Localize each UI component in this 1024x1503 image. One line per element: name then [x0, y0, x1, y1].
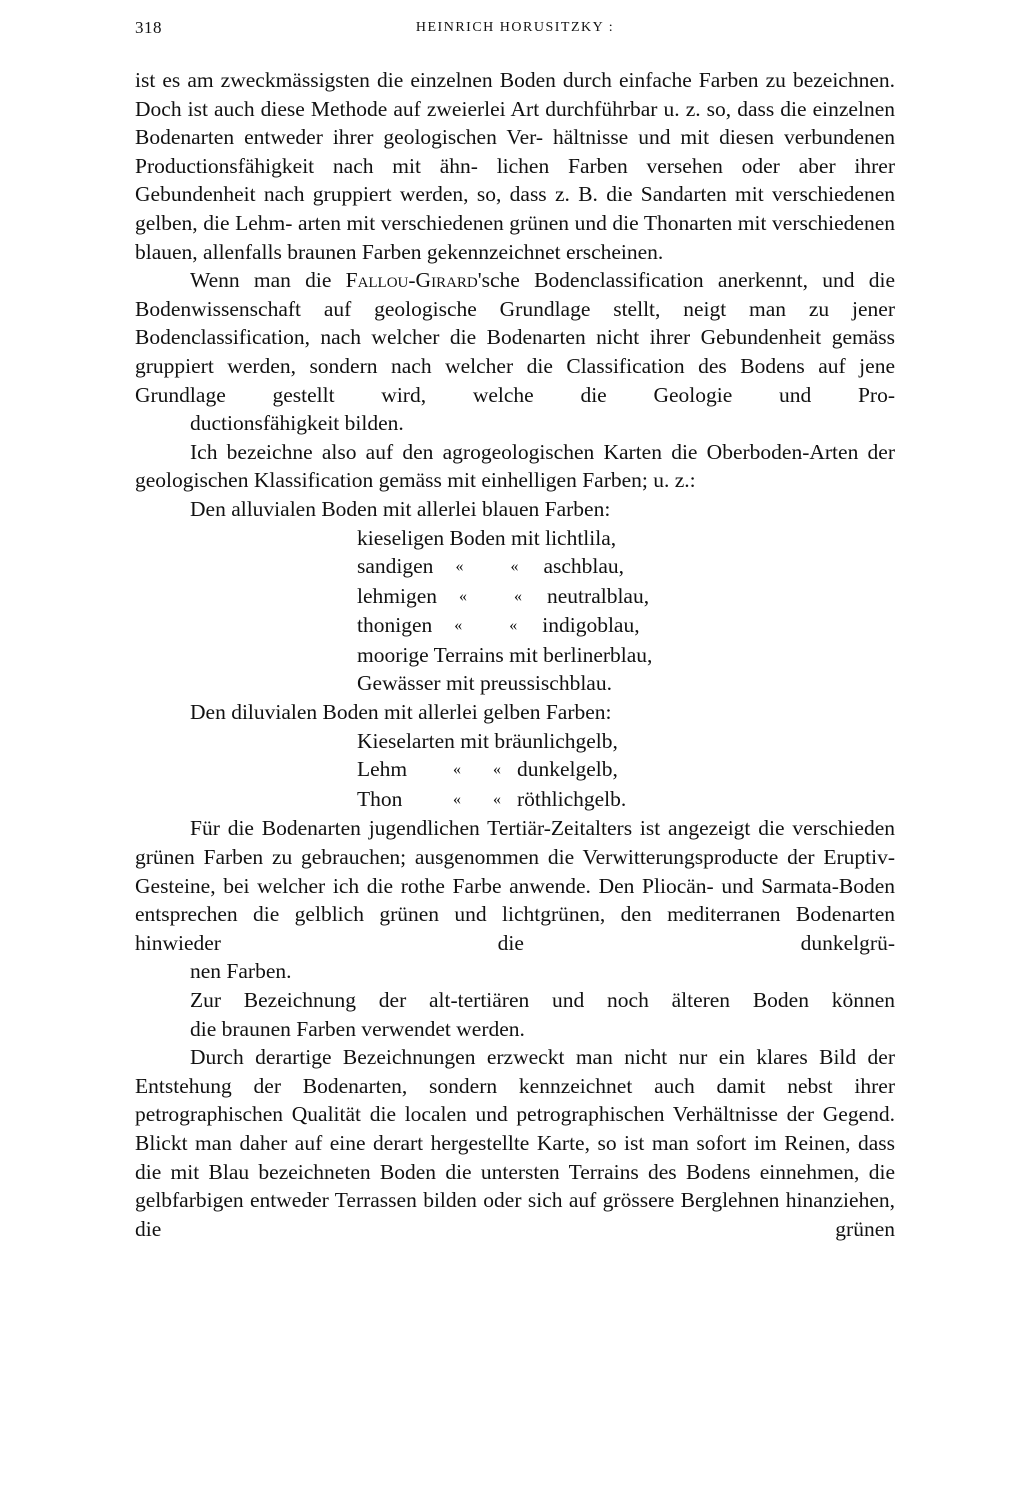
body-text	[135, 66, 895, 1243]
soil-term: thonigen	[357, 613, 433, 638]
list-item	[357, 611, 895, 641]
text-line: hältnisse und mit diesen verbundenen Productionsfähigkeit nach mit ähn-	[135, 125, 896, 178]
list-item: Gewässer mit preussischblau.	[357, 671, 612, 696]
list-item	[357, 552, 895, 582]
ditto-mark: «	[454, 617, 463, 635]
text-line: werden, so, dass z. B. die Sandarten mit verschiedenen gelben, die Lehm-	[135, 182, 895, 235]
page-header	[135, 18, 895, 44]
list-item: moorige Terrains mit berlinerblau,	[357, 642, 653, 667]
ditto-mark: «	[453, 761, 461, 779]
list-item	[357, 785, 895, 815]
ditto-mark: «	[459, 587, 468, 605]
paragraph-4	[135, 814, 895, 986]
paragraph-2	[135, 266, 895, 438]
alluvial-heading: Den alluvialen Boden mit allerlei blauen Farben:	[190, 496, 611, 521]
colour-term: neutralblau,	[547, 583, 650, 608]
diluvial-list	[357, 727, 895, 815]
alluvial-list	[357, 524, 895, 699]
ditto-mark: «	[453, 790, 461, 808]
colour-term: röthlichgelb.	[517, 786, 627, 811]
ditto-mark: «	[510, 558, 519, 576]
soil-term: Thon	[357, 786, 403, 811]
text-line-last: die braunen Farben verwendet werden.	[190, 1016, 525, 1041]
ditto-mark: «	[455, 558, 464, 576]
colour-term: dunkelgelb,	[517, 757, 618, 782]
ditto-mark: «	[509, 617, 518, 635]
page-number: 318	[135, 18, 162, 37]
soil-term: sandigen	[357, 554, 434, 579]
paragraph-1	[135, 66, 895, 266]
text-run: Ich bezeichne also auf den agrogeologischen Karten die Oberboden-Arten der geologischen Klassification gemäss mit einhelligen Farben; u. z.:	[135, 439, 895, 493]
soil-term: Lehm	[357, 757, 408, 782]
text-run: Zur Bezeichnung der alt-tertiären und noch älteren Boden können	[190, 988, 895, 1012]
list-item: kieseligen Boden mit lichtlila,	[357, 525, 617, 550]
ditto-mark: «	[493, 761, 501, 779]
ditto-mark: «	[493, 790, 501, 808]
ditto-mark: «	[514, 587, 523, 605]
text-run: Für die Bodenarten jugendlichen Tertiär-Zeitalters ist angezeigt die verschieden grünen Farben zu gebrauchen; ausgenommen die Verwitterungsproducte der Eruptiv-Gesteine, bei welcher ich die rothe Farbe anwende. Den Pliocän- und Sarmata-Boden entsprechen die gelblich grünen und lichtgrünen, den mediterranen Bodenarten hinwieder die dunkelgrü-	[135, 816, 895, 955]
list-item	[357, 582, 895, 612]
text-run: Durch derartige Bezeichnungen erzweckt man nicht nur ein klares Bild der Entstehung der Bodenarten, sondern kennzeichnet auch damit nebst ihrer petrographischen Qualität die localen und petrographischen Verhältnisse der Gegend. Blickt man daher auf eine derart hergestellte Karte, so ist man sofort im Reinen, dass die mit Blau bezeichneten Boden die untersten Terrains des Bodens einnehmen, die gelbfarbigen entweder Terrassen bilden oder sich auf grössere Berglehnen hinanziehen, die grünen	[135, 1045, 895, 1241]
colour-term: indigoblau,	[542, 613, 640, 638]
soil-term: lehmigen	[357, 583, 438, 608]
paragraph-6	[135, 1043, 895, 1243]
list-item	[357, 755, 895, 785]
text-line-last: blauen, allenfalls braunen Farben gekennzeichnet erscheinen.	[135, 239, 664, 264]
text-line: ist es am zweckmässigsten die einzelnen Boden durch einfache Farben zu	[135, 68, 793, 92]
text-run: 'sche Bodenclassification anerkennt, und die Bodenwissenschaft auf geologische Grundlage stellt, neigt man zu jener Bodenclassification, nach welcher die Bodenarten nicht ihrer Gebundenheit gemäss gruppiert werden, sondern nach welcher die Classification des Bodens auf jene Grundlage gestellt wird, welche die Geologie und Pro-	[135, 268, 895, 407]
text-line-last: ductionsfähigkeit bilden.	[190, 411, 404, 436]
colour-term: aschblau,	[543, 554, 625, 579]
text-line: u. z. so, dass die einzelnen Bodenarten entweder ihrer geologischen Ver-	[135, 96, 895, 150]
text-line: lichen Farben versehen oder aber ihrer Gebundenheit nach gruppiert	[135, 153, 895, 207]
list-item: Kieselarten mit bräunlichgelb,	[357, 728, 618, 753]
author-name: Fallou-Girard	[345, 268, 478, 293]
text-line: arten mit verschiedenen grünen und die Thonarten mit verschiedenen	[297, 210, 895, 235]
text-line: bezeichnen. Doch ist auch diese Methode auf zweierlei Art durchführbar	[135, 68, 895, 121]
text-run: Wenn man die	[190, 268, 346, 293]
running-head: HEINRICH HORUSITZKY :	[415, 20, 615, 35]
text-line-last: nen Farben.	[190, 959, 292, 984]
paragraph-5	[135, 986, 895, 1043]
paragraph-3	[135, 438, 895, 495]
diluvial-heading: Den diluvialen Boden mit allerlei gelben Farben:	[190, 700, 612, 725]
